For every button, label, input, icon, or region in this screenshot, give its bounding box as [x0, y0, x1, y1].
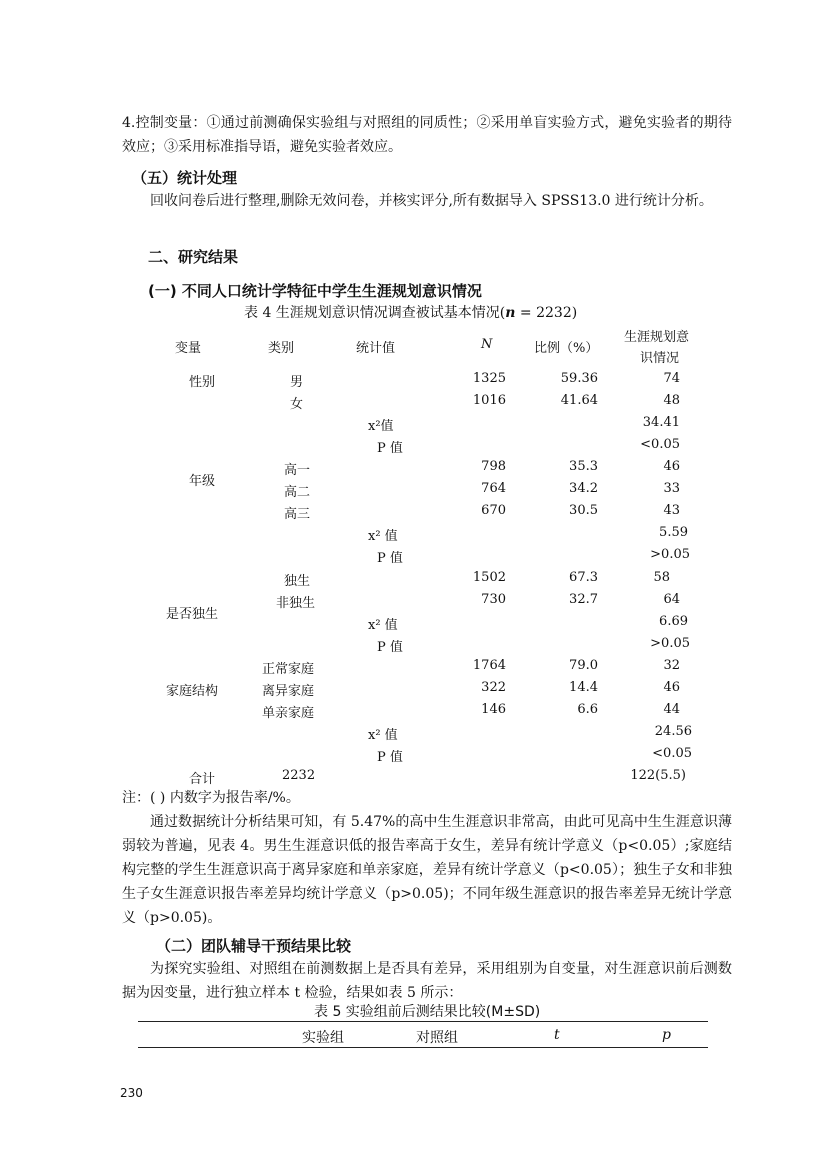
table4-n: 1325	[472, 371, 506, 386]
table4-cat: 男	[290, 375, 304, 390]
page-number: 230	[120, 1086, 143, 1100]
section-heading-results: 二、研究结果	[148, 248, 239, 266]
table4-n: 1502	[472, 570, 506, 585]
table4-header-statistic: 统计值	[356, 341, 396, 356]
table4-p-label: P 值	[377, 551, 403, 566]
table4-n: 670	[481, 503, 506, 518]
table4-cat: 高三	[284, 507, 311, 522]
table4-cat: 高二	[284, 485, 311, 500]
table4-var-family-structure: 家庭结构	[166, 684, 219, 699]
subsection-heading-demographics: (一) 不同人口统计学特征中学生生涯规划意识情况	[148, 282, 482, 300]
table4-cat: 高一	[284, 463, 311, 478]
table5-top-rule	[138, 1021, 708, 1022]
table4-cat: 女	[290, 397, 304, 412]
table4-val: 32	[663, 658, 680, 673]
table4-caption-n: n	[505, 305, 516, 321]
table4-cat: 离异家庭	[262, 684, 315, 699]
table4-val: 44	[663, 702, 680, 717]
table4-n: 1016	[472, 393, 506, 408]
table4-chi-value: 24.56	[654, 724, 692, 739]
analysis-paragraph: 通过数据统计分析结果可知，有 5.47%的高中生生涯意识非常高，由此可见高中生生涯意识薄弱较为普遍，见表 4。男生生涯意识低的报告率高于女生，差异有统计学意义（p<0.05）;家庭结构完整的学生生涯意识高于离异家庭和单亲家庭，差异有统计学意义（p<0.05）；独生子女和非独生子女生涯意识报告率差异均统计学意义（p>0.05)；不同年级生涯意识的报告率差异无统计学意义（p>0.05)。	[122, 814, 732, 926]
table4-val: 74	[663, 371, 680, 386]
table4-total-n: 2232	[282, 768, 316, 783]
table4-n: 146	[481, 702, 506, 717]
table4-pct: 30.5	[569, 503, 598, 518]
subsection-heading-intervention: （二）团队辅导干预结果比较	[156, 937, 352, 955]
table4-cat: 单亲家庭	[262, 706, 315, 721]
table5-caption: 表 5 实验组前后测结果比较(M±SD)	[314, 1004, 541, 1020]
table4-total-value: 122(5.5)	[630, 768, 686, 783]
table4-chi-label: x²值	[368, 419, 394, 434]
table5-header-experimental: 实验组	[302, 1030, 344, 1046]
table4-chi-label: x² 值	[368, 618, 398, 633]
table4-chi-label: x² 值	[368, 728, 398, 743]
table4-note: 注：( ) 内数字为报告率/%。	[122, 790, 300, 806]
table4-pct: 35.3	[569, 459, 598, 474]
table4-header-variable: 变量	[175, 341, 202, 356]
table4-p-label: P 值	[377, 750, 403, 765]
table4-var-grade: 年级	[189, 474, 216, 489]
table4-var-gender: 性别	[189, 375, 216, 390]
table4-chi-value: 6.69	[659, 614, 688, 629]
table4-p-value: <0.05	[640, 437, 680, 452]
table4-pct: 34.2	[569, 481, 598, 496]
table4-val: 46	[663, 459, 680, 474]
table5-header-rule	[138, 1047, 708, 1048]
table4-pct: 79.0	[569, 658, 598, 673]
table4-p-label: P 值	[377, 441, 403, 456]
table4-cat: 非独生	[276, 596, 316, 611]
statistics-paragraph: 回收问卷后进行整理,删除无效问卷，并核实评分,所有数据导入 SPSS13.0 进行统计分析。	[150, 193, 713, 209]
table4-header-n: N	[481, 337, 493, 352]
table4-val: 33	[663, 481, 680, 496]
table4-chi-value: 5.59	[659, 525, 688, 540]
table4-caption-post: = 2232)	[515, 305, 578, 321]
table4-header-category: 类别	[268, 341, 295, 356]
table4-chi-value: 34.41	[642, 415, 680, 430]
table4-cat: 正常家庭	[262, 662, 315, 677]
control-variables-paragraph: 4.控制变量：①通过前测确保实验组与对照组的同质性；②采用单盲实验方式，避免实验者的期待效应；③采用标准指导语，避免实验者效应。	[122, 115, 732, 155]
table4-val: 64	[663, 592, 680, 607]
table4-pct: 41.64	[560, 393, 598, 408]
table4-n: 1764	[472, 658, 506, 673]
table4-p-value: >0.05	[650, 547, 690, 562]
table4-cat: 独生	[284, 574, 311, 589]
table4-n: 322	[481, 680, 506, 695]
table4-p-value: <0.05	[652, 746, 692, 761]
table4-pct: 6.6	[577, 702, 598, 717]
table4-total-label: 合计	[189, 772, 216, 787]
table4-n: 764	[481, 481, 506, 496]
table4-pct: 59.36	[560, 371, 598, 386]
table4-val: 46	[663, 680, 680, 695]
section-heading-statistics: （五）统计处理	[132, 169, 238, 187]
table4-header-awareness-line2: 识情况	[640, 351, 680, 366]
ttest-paragraph: 为探究实验组、对照组在前测数据上是否具有差异，采用组别为自变量，对生涯意识前后测数据为因变量，进行独立样本 t 检验，结果如表 5 所示：	[122, 961, 732, 1001]
table4-caption-pre: 表 4 生涯规划意识情况调查被试基本情况(	[244, 305, 506, 321]
table4-p-label: P 值	[377, 640, 403, 655]
table4-header-awareness-line1: 生涯规划意	[624, 330, 690, 345]
table5-header-p: p	[662, 1027, 671, 1043]
table5-header-control: 对照组	[416, 1030, 458, 1046]
table4-pct: 14.4	[569, 680, 598, 695]
table4-n: 730	[481, 592, 506, 607]
table4-pct: 67.3	[569, 570, 598, 585]
table4-header-percent: 比例（%）	[534, 341, 599, 356]
table4-chi-label: x² 值	[368, 529, 398, 544]
table4-var-only-child: 是否独生	[166, 607, 219, 622]
table4-val: 58	[653, 570, 670, 585]
table4-p-value: >0.05	[650, 636, 690, 651]
table4-pct: 32.7	[569, 592, 598, 607]
table4-n: 798	[481, 459, 506, 474]
table4-caption	[244, 302, 577, 322]
table4-val: 48	[663, 393, 680, 408]
table4-val: 43	[663, 503, 680, 518]
table5-header-t: t	[554, 1027, 560, 1043]
